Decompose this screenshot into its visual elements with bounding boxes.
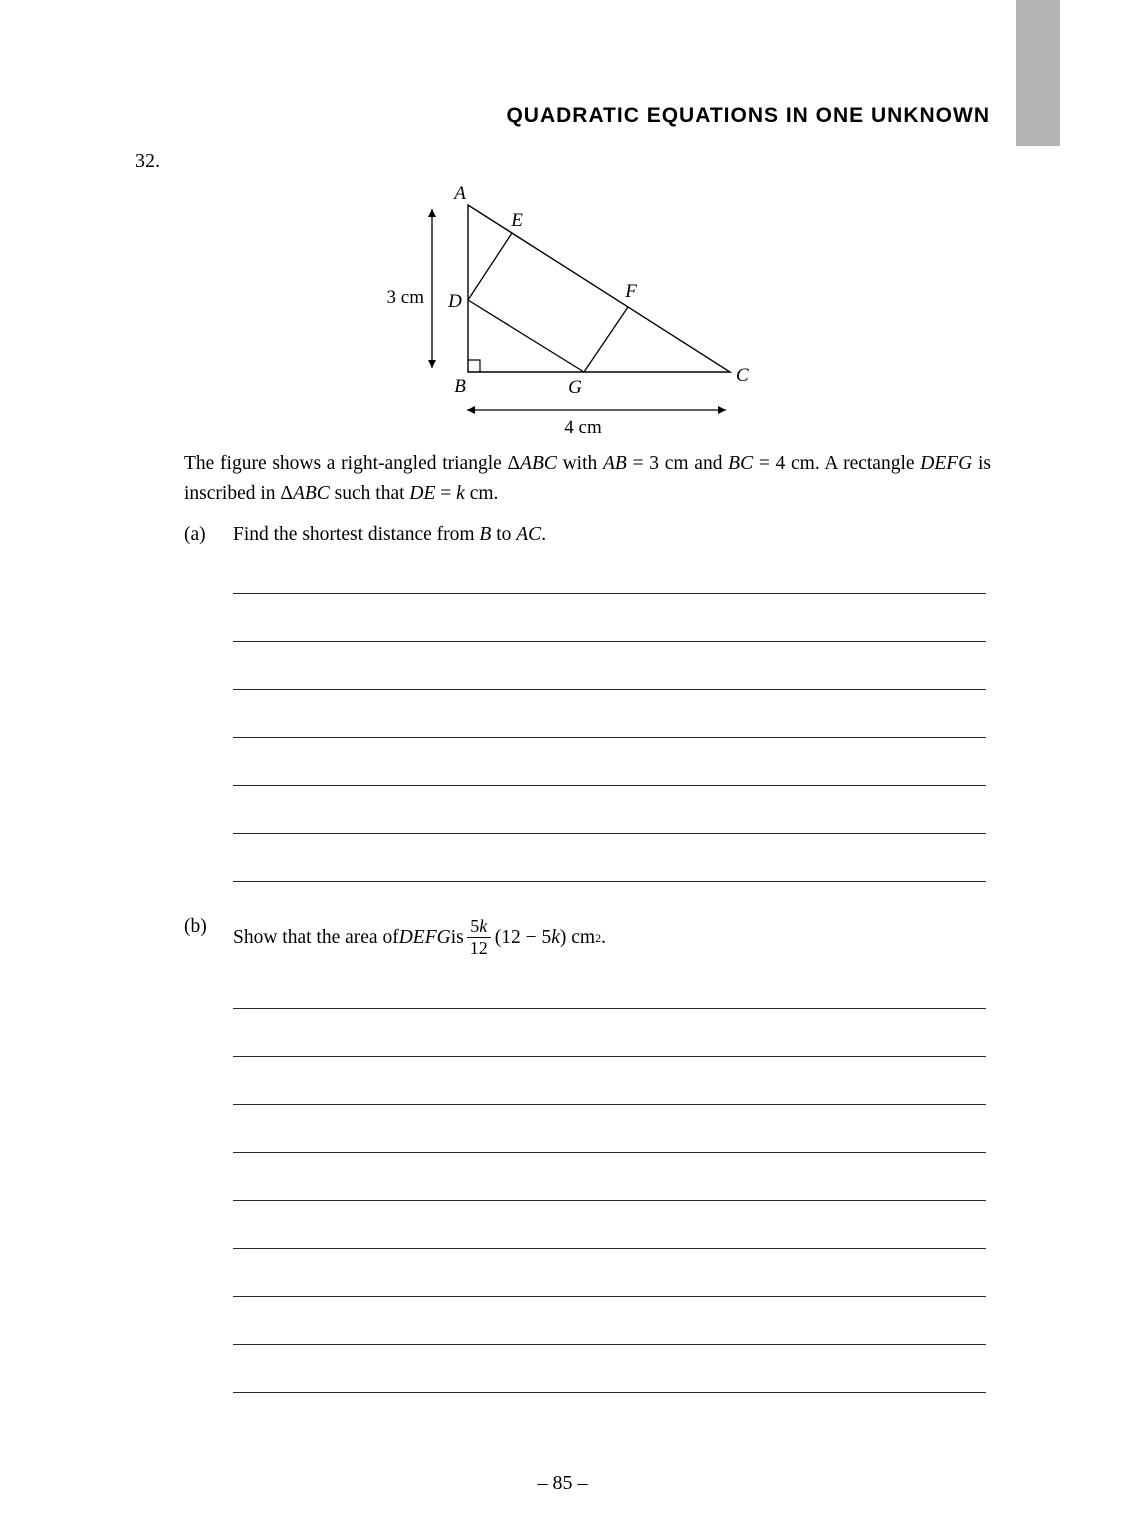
- label-a: A: [454, 183, 466, 204]
- corner-tab: [1016, 0, 1060, 146]
- answer-line: [233, 1057, 986, 1105]
- part-a-text: Find the shortest distance from B to AC.: [233, 524, 547, 545]
- part-b-label: (b): [184, 916, 207, 937]
- triangle-abc-outline: [468, 205, 730, 372]
- part-a: [184, 524, 546, 546]
- label-f: F: [625, 281, 637, 302]
- answer-line: [233, 642, 986, 690]
- answer-line: [233, 1297, 986, 1345]
- answer-line: [233, 1153, 986, 1201]
- answer-line: [233, 546, 986, 594]
- question-number: 32.: [135, 150, 160, 172]
- answer-line: [233, 594, 986, 642]
- answer-line: [233, 834, 986, 882]
- answer-line: [233, 738, 986, 786]
- part-b: [184, 916, 606, 959]
- figure-triangle-diagram: [360, 180, 780, 450]
- page-number: – 85 –: [537, 1472, 588, 1494]
- label-e: E: [511, 210, 523, 231]
- part-b-text: Show that the area of DEFG is $\frac{5k}{12}$ (12 − 5 k ) cm 2 .: [233, 916, 606, 958]
- answer-line: [233, 690, 986, 738]
- dimension-label-horizontal: 4 cm: [564, 417, 602, 438]
- answer-line: [233, 1249, 986, 1297]
- answer-line: [233, 1105, 986, 1153]
- rect-side-fg: [584, 307, 628, 372]
- problem-statement: The figure shows a right-angled triangle ΔABC with AB = 3 cm and BC = 4 cm. A rectangle DEFG is inscribed in ΔABC such that DE = k cm.: [184, 453, 991, 504]
- answer-line: [233, 961, 986, 1009]
- answer-line: [233, 1201, 986, 1249]
- label-b: B: [454, 376, 466, 397]
- rect-side-dg: [468, 300, 584, 372]
- dimension-label-vertical: 3 cm: [386, 287, 424, 308]
- answer-lines-b: [233, 961, 986, 1393]
- answer-line: [233, 786, 986, 834]
- label-c: C: [736, 365, 749, 386]
- rect-side-de: [468, 233, 512, 300]
- part-a-label: (a): [184, 524, 206, 545]
- right-angle-mark: [468, 360, 480, 372]
- header-title: QUADRATIC EQUATIONS IN ONE UNKNOWN: [506, 104, 990, 127]
- label-g: G: [568, 377, 582, 398]
- answer-line: [233, 1345, 986, 1393]
- fraction: $\frac{5k}{12}$: [467, 916, 491, 959]
- label-d: D: [448, 291, 462, 312]
- answer-lines-a: [233, 546, 986, 882]
- answer-line: [233, 1009, 986, 1057]
